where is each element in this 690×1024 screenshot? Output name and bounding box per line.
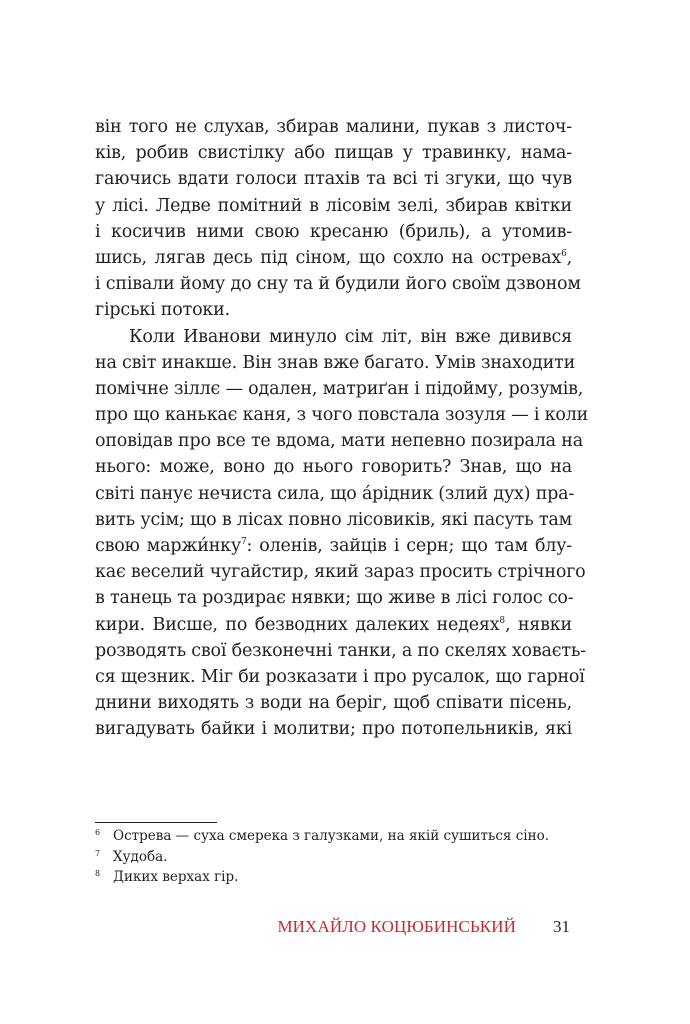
footnote-text: Худоба. (113, 848, 168, 865)
text-line: світі панує нечиста сила, що а́рідник (злий дух) пра- (95, 483, 575, 504)
text-line: гаючись вдати голоси птахів та всі ті згуки, що чув (95, 169, 572, 190)
text-line: гірські потоки. (95, 300, 230, 321)
text-line: нього: може, воно до нього говорить? Знав, що на (95, 457, 572, 478)
text-line: про що канькає каня, з чого повстала зозуля — і коли (95, 405, 589, 426)
text-line: вигадувать байки і молитви; про потопельників, які (95, 719, 572, 740)
main-text (95, 114, 589, 743)
text-line: на світ инакше. Він знав вже багато. Умів знаходити (95, 352, 576, 373)
text-line: у лісі. Ледве помітний в лісовім зелі, збирав квітки (95, 195, 572, 216)
text-line: днини виходять з води на беріг, щоб співати пісень, (95, 693, 572, 714)
text-line: ся щезник. Міг би розказати і про русалок, що гарної (95, 666, 585, 687)
footnote-ref[interactable]: 6 (561, 248, 567, 259)
text-line: в танець та роздирає нявки; що живе в лісі голос со- (95, 588, 574, 609)
text-line: вить усім; що в лісах повно лісовиків, які пасуть там (95, 509, 572, 530)
text-line: оповідав про все те вдома, мати непевно позирала на (95, 431, 583, 452)
text-line: і косичив ними свою кресаню (бриль), а утомив- (95, 221, 572, 242)
punctuation: , (566, 247, 572, 268)
footnote-ref[interactable]: 8 (499, 615, 505, 626)
text-line: і співали йому до сну та й будили його своїм дзвоном (95, 274, 581, 295)
footnote: 8 Диких верхах гір. (95, 869, 239, 885)
text-line: він того не слухав, збирав малини, пукав з листоч- (95, 117, 572, 137)
footnote-text: Диких верхах гір. (113, 869, 239, 885)
footnotes (95, 826, 575, 888)
text-segment: , нявки (504, 614, 572, 635)
text-line: ків, робив свистілку або пищав у травинку, нама- (95, 143, 572, 164)
footnote-divider (95, 822, 217, 823)
page-number: 31 (553, 917, 570, 936)
text-line: Коли Иванови минуло сім літ, він вже дивився (129, 326, 572, 347)
text-segment: кири. Висше, по безводних далеких недеях (95, 614, 500, 635)
text-line (95, 245, 572, 271)
footnote-ref[interactable]: 7 (241, 537, 247, 547)
text-line: розводять свої безконечні танки, а по скелях ховаєть- (95, 640, 586, 661)
footnote: 6 Острева — суха смерека з галузками, на якій сушиться сіно. (95, 828, 550, 844)
text-segment: свою маржи́нку (95, 536, 241, 556)
text-line (95, 612, 572, 638)
running-footer-author: МИХАЙЛО КОЦЮБИНСЬКИЙ (277, 917, 516, 936)
footnote: 7 Худоба. (95, 848, 168, 865)
text-line (95, 533, 572, 559)
text-line: кає веселий чугайстир, який зараз просить стрічного (95, 562, 586, 583)
footnote-text: Острева — суха смерека з галузками, на якій сушиться сіно. (113, 828, 550, 844)
text-line: помічне зіллє — одален, матриґан і підойму, розумів, (95, 378, 584, 399)
text-segment: : оленів, зайців і серн; що там блу- (246, 536, 573, 556)
text-segment: шись, лягав десь під сіном, що сохло на остревах (95, 247, 562, 268)
